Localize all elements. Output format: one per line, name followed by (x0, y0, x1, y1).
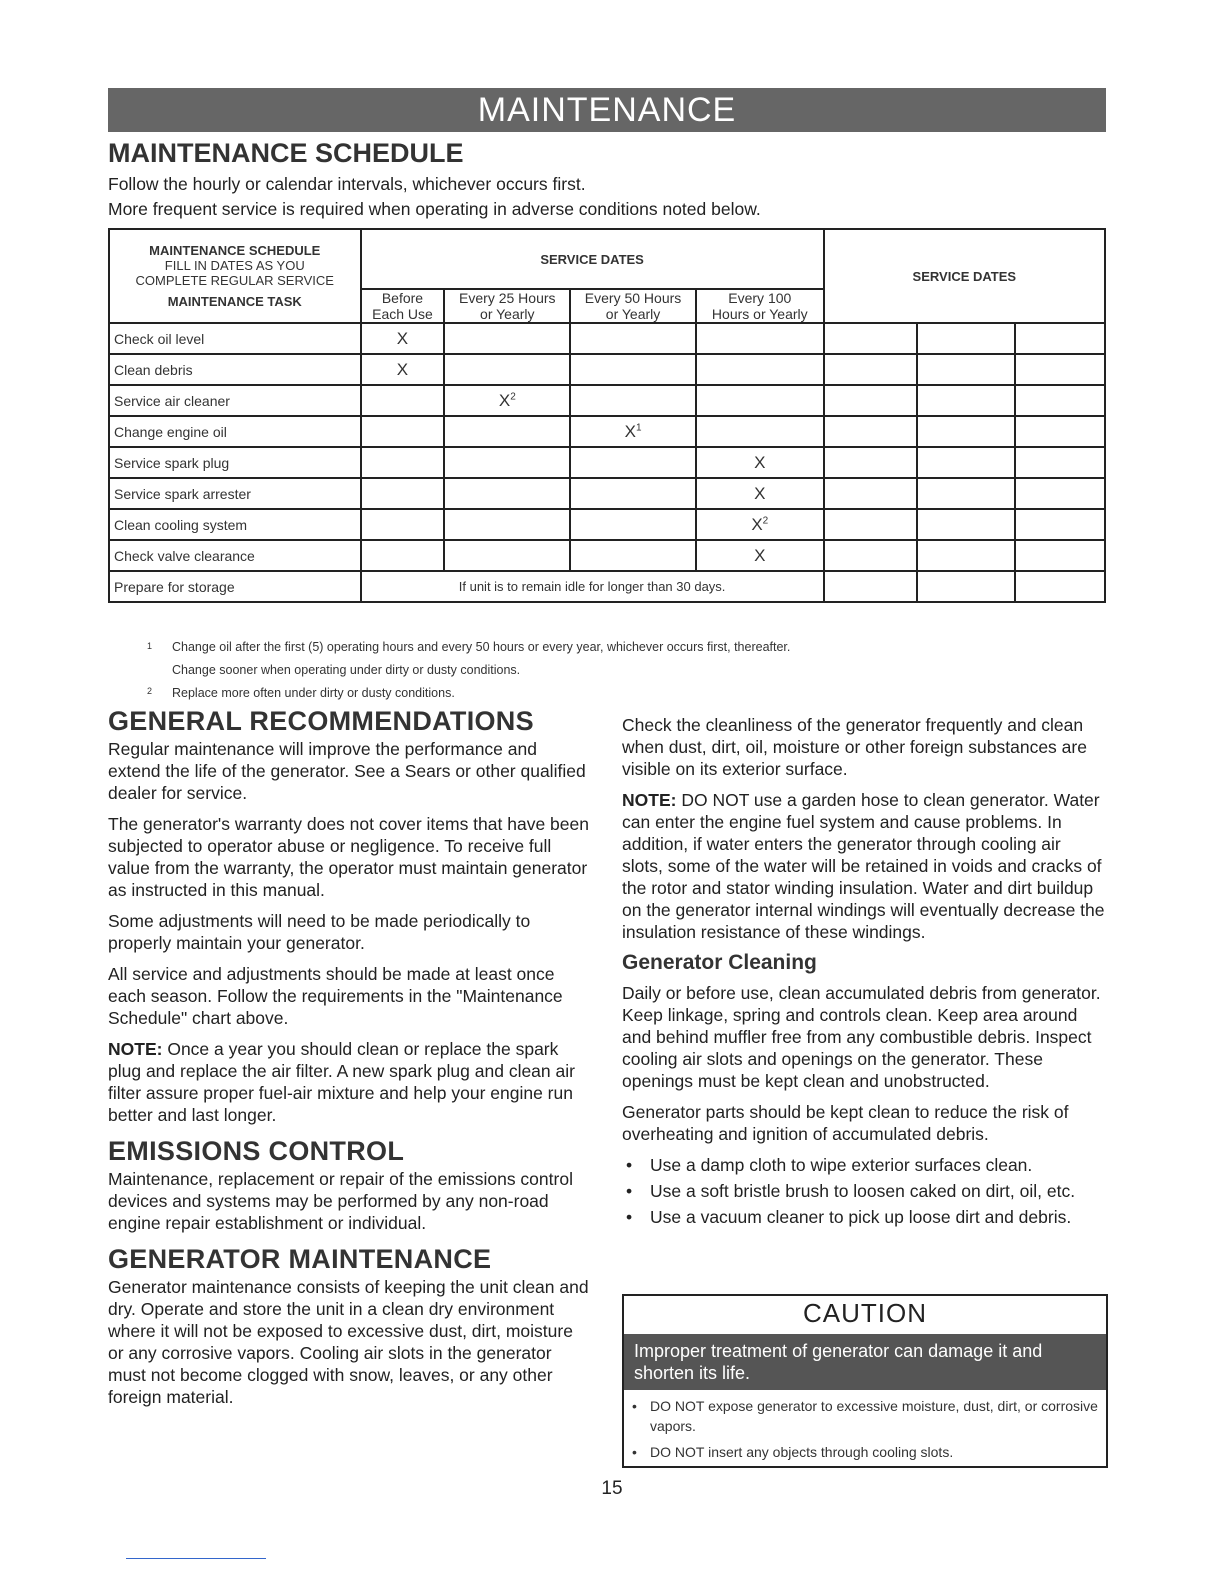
table-row (109, 447, 1105, 478)
caution-title: CAUTION (803, 1298, 927, 1328)
gen-rec-paragraph-1: Regular maintenance will improve the performance and extend the life of the generator. See a Sears or other qualified dealer for service. (108, 739, 586, 803)
table-row (109, 354, 1105, 385)
maintenance-schedule-table (108, 228, 1106, 603)
hose-note: NOTE: DO NOT use a garden hose to clean generator. Water can enter the engine fuel system and cause problems. In addition, if water enters the generator through cooling air slots, some of the water will be retained in voids and cracks of the rotor and stator winding insulation. Water and dirt buildup on the generator internal windings will eventually decrease the insulation resistance of these windings. (622, 790, 1105, 942)
page-number: 15 (601, 1478, 623, 1499)
gen-rec-paragraph-3: Some adjustments will need to be made periodically to properly maintain your generator. (108, 911, 531, 953)
table-row (109, 478, 1105, 509)
col-every-100: Every 100 Hours or Yearly (696, 289, 824, 323)
caution-list (624, 1396, 1106, 1462)
task-mark: $X^2$ (444, 385, 570, 416)
table-header-row (109, 229, 1105, 289)
task-name: Service spark plug (109, 447, 361, 478)
gen-rec-paragraph-4: All service and adjustments should be made at least once each season. Follow the requirements in the "Maintenance Schedule" chart above. (108, 964, 563, 1028)
col-every-50: Every 50 Hours or Yearly (570, 289, 696, 323)
footnote-1: Change oil after the first (5) operating hours and every 50 hours or every year, whichever occurs first, thereafter. (172, 640, 791, 654)
emissions-control-title: EMISSIONS CONTROL (108, 1136, 405, 1166)
task-mark: X (361, 323, 445, 354)
header-task-cell (109, 229, 361, 323)
task-name: Check oil level (109, 323, 361, 354)
gen-rec-paragraph-2: The generator's warranty does not cover items that have been subjected to operator abuse or negligence. To receive full value from the warranty, the operator must maintain generator as instructed in this manual. (108, 814, 589, 900)
note-label: NOTE: (622, 790, 677, 810)
cleaning-list (622, 1154, 1106, 1228)
footnote-1-number: 1 (147, 641, 153, 651)
table-row (109, 571, 1105, 602)
table-row (109, 385, 1105, 416)
footer-rule (126, 1558, 266, 1559)
task-mark: X (696, 447, 824, 478)
list-item: • Use a damp cloth to wipe exterior surfaces clean. (622, 1154, 1106, 1176)
task-mark: X (696, 478, 824, 509)
header-task: MAINTENANCE TASK (167, 294, 302, 309)
header-service-dates-right: SERVICE DATES (824, 229, 1105, 323)
generator-maintenance-title: GENERATOR MAINTENANCE (108, 1244, 492, 1274)
task-mark: X (361, 354, 445, 385)
task-mark: X (696, 540, 824, 571)
table-row (109, 416, 1105, 447)
col-before-use: Before Each Use (361, 289, 445, 323)
task-name: Change engine oil (109, 416, 361, 447)
list-item: • DO NOT expose generator to excessive moisture, dust, dirt, or corrosive vapors. (632, 1396, 1098, 1436)
caution-box (622, 1294, 1108, 1468)
cleanliness-paragraph: Check the cleanliness of the generator frequently and clean when dust, dirt, oil, moisture or other foreign substances are visible on its exterior surface. (622, 715, 1087, 779)
task-name: Service air cleaner (109, 385, 361, 416)
task-mark: $X^1$ (570, 416, 696, 447)
general-recommendations-title: GENERAL RECOMMENDATIONS (108, 706, 534, 736)
generator-cleaning-title: Generator Cleaning (622, 951, 817, 974)
task-name: Clean cooling system (109, 509, 361, 540)
task-name: Prepare for storage (109, 571, 361, 602)
header-fill-dates: FILL IN DATES AS YOU (164, 258, 305, 273)
left-column (108, 706, 592, 1417)
header-service-dates: SERVICE DATES (361, 229, 824, 289)
footnote-1-cont: Change sooner when operating under dirty or dusty conditions. (172, 663, 521, 677)
col-every-25: Every 25 Hours or Yearly (444, 289, 570, 323)
list-item: • Use a vacuum cleaner to pick up loose dirt and debris. (622, 1206, 1106, 1228)
schedule-intro-2: More frequent service is required when operating in adverse conditions noted below. (108, 199, 761, 219)
section-banner: MAINTENANCE (108, 88, 1106, 132)
list-item: • DO NOT insert any objects through cooling slots. (632, 1442, 1098, 1462)
table-row (109, 540, 1105, 571)
generator-maintenance-paragraph: Generator maintenance consists of keeping the unit clean and dry. Operate and store the unit in a clean dry environment where it will not be exposed to excessive dust, dirt, moisture or any corrosive vapors. Cooling air slots in the generator must not become clogged with snow, leaves, or any other foreign material. (108, 1277, 589, 1407)
task-name: Service spark arrester (109, 478, 361, 509)
task-name: Clean debris (109, 354, 361, 385)
schedule-title: MAINTENANCE SCHEDULE (108, 138, 464, 168)
list-item: • Use a soft bristle brush to loosen caked on dirt, oil, etc. (622, 1180, 1106, 1202)
table-row (109, 509, 1105, 540)
table-row (109, 323, 1105, 354)
note-label: NOTE: (108, 1039, 163, 1059)
cleaning-paragraph-1: Daily or before use, clean accumulated debris from generator. Keep linkage, spring and controls clean. Keep area around and behind muffler free from any combustible debris. Inspect cooling air slots and openings on the generator. These openings must be kept clean and unobstructed. (622, 983, 1101, 1091)
task-name: Check valve clearance (109, 540, 361, 571)
footnote-2-number: 2 (147, 686, 153, 696)
footnote-2: Replace more often under dirty or dusty conditions. (172, 686, 455, 700)
schedule-intro-1: Follow the hourly or calendar intervals, whichever occurs first. (108, 174, 586, 194)
header-complete: COMPLETE REGULAR SERVICE (135, 273, 334, 288)
gen-rec-note: NOTE: Once a year you should clean or replace the spark plug and replace the air filter. A new spark plug and clean air filter assure proper fuel-air mixture and help your engine run better and last longer. (108, 1039, 575, 1125)
right-column (622, 714, 1106, 1232)
caution-banner: Improper treatment of generator can damage it and shorten its life. (624, 1334, 1106, 1390)
task-mark: $X^2$ (696, 509, 824, 540)
cleaning-paragraph-2: Generator parts should be kept clean to reduce the risk of overheating and ignition of accumulated debris. (622, 1102, 1069, 1144)
storage-note: If unit is to remain idle for longer than 30 days. (361, 571, 824, 602)
emissions-paragraph: Maintenance, replacement or repair of the emissions control devices and systems may be performed by any non-road engine repair establishment or individual. (108, 1169, 573, 1233)
header-schedule-title: MAINTENANCE SCHEDULE (149, 243, 321, 258)
